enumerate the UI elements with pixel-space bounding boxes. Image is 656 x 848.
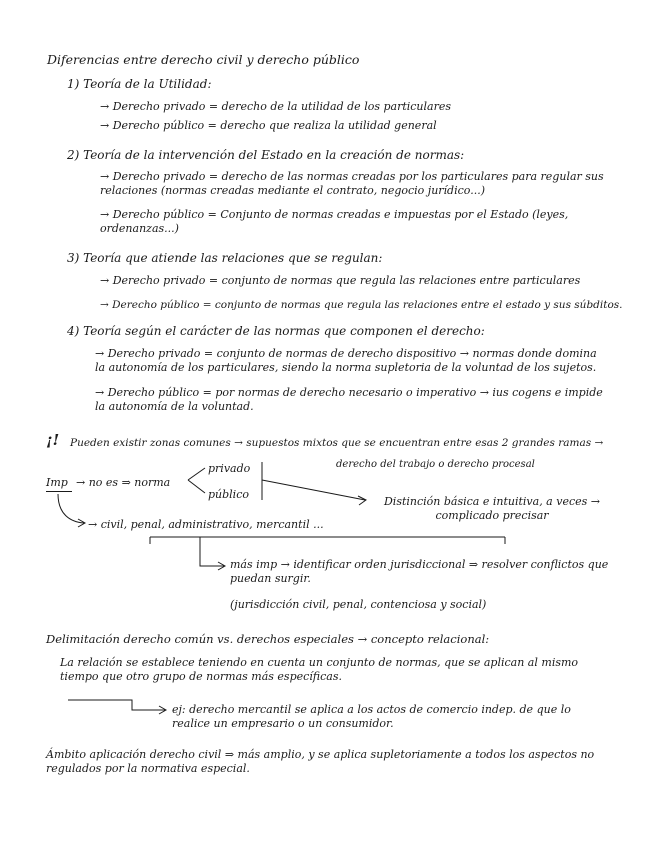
theory-4-heading: 4) Teoría según el carácter de las normas que componen el derecho: (67, 324, 485, 338)
theory-3-item-1: → Derecho privado = conjunto de normas que regula las relaciones entre particulares (100, 274, 581, 287)
zones-example: derecho del trabajo o derecho procesal (336, 459, 535, 470)
theory-1-item-2: → Derecho público = derecho que realiza la utilidad general (100, 119, 437, 132)
jurisdiccion-text: (jurisdicción civil, penal, contenciosa y social) (230, 598, 487, 611)
delimitacion-example: ej: derecho mercantil se aplica a los actos de comercio indep. de que lo realice un empresario o un consumidor. (172, 703, 571, 730)
arrow-to-privado (188, 468, 205, 480)
page-title: Diferencias entre derecho civil y derecho público (47, 52, 360, 67)
theory-1-heading: 1) Teoría de la Utilidad: (67, 77, 212, 91)
delimitacion-body: La relación se establece teniendo en cuenta un conjunto de normas, que se aplican al mismo tiempo que otro grupo de normas más específicas. (60, 656, 579, 683)
theory-4-item-1: → Derecho privado = conjunto de normas de derecho dispositivo → normas donde domina la autonomía de los particulares, siendo la norma supletoria de la voluntad de los sujetos. (95, 347, 597, 374)
theory-2-item-2: → Derecho público = Conjunto de normas creadas e impuestas por el Estado (leyes, ordenanzas...) (100, 208, 569, 235)
theory-3-item-2: → Derecho público = conjunto de normas que regula las relaciones entre el estado y sus súbditos. (100, 299, 623, 311)
distincion-text: Distinción básica e intuitiva, a veces → complicado precisar (383, 495, 600, 522)
theory-2-item-1: → Derecho privado = derecho de las normas creadas por los particulares para regular sus relaciones (normas creadas mediante el contrato, negocio jurídico...) (100, 170, 604, 197)
zones-text: Pueden existir zonas comunes → supuestos mixtos que se encuentran entre esas 2 grandes ramas → (70, 437, 604, 449)
mas-imp-text: más imp → identificar orden jurisdiccional ⇒ resolver conflictos que puedan surgir. (230, 558, 609, 585)
arrow-to-publico (188, 480, 205, 493)
arrow-to-branches (58, 494, 84, 523)
branch-publico: público (208, 488, 249, 501)
theory-3-heading: 3) Teoría que atiende las relaciones que se regulan: (67, 251, 383, 265)
arrow-to-distincion (262, 480, 365, 500)
branches-list: → civil, penal, administrativo, mercantil ... (88, 518, 324, 531)
theory-2-heading: 2) Teoría de la intervención del Estado en la creación de normas: (67, 148, 465, 162)
no-es-norma: → no es ⇒ norma (76, 476, 171, 489)
branch-privado: privado (208, 462, 251, 475)
delimitacion-heading: Delimitación derecho común vs. derechos especiales → concepto relacional: (46, 632, 490, 646)
theory-4-item-2: → Derecho público = por normas de derecho necesario o imperativo → ius cogens e impide la autonomía de la voluntad. (95, 386, 603, 413)
ambito-text: Ámbito aplicación derecho civil ⇒ más amplio, y se aplica supletoriamente a todos los aspectos no regulados por la normativa especial. (46, 748, 595, 775)
arrow-to-example (68, 700, 165, 710)
theory-1-item-1: → Derecho privado = derecho de la utilidad de los particulares (100, 100, 452, 113)
imp-label: Imp (46, 476, 68, 489)
arrow-to-mas-imp (200, 537, 224, 566)
warning-symbol: ¡! (46, 431, 60, 449)
